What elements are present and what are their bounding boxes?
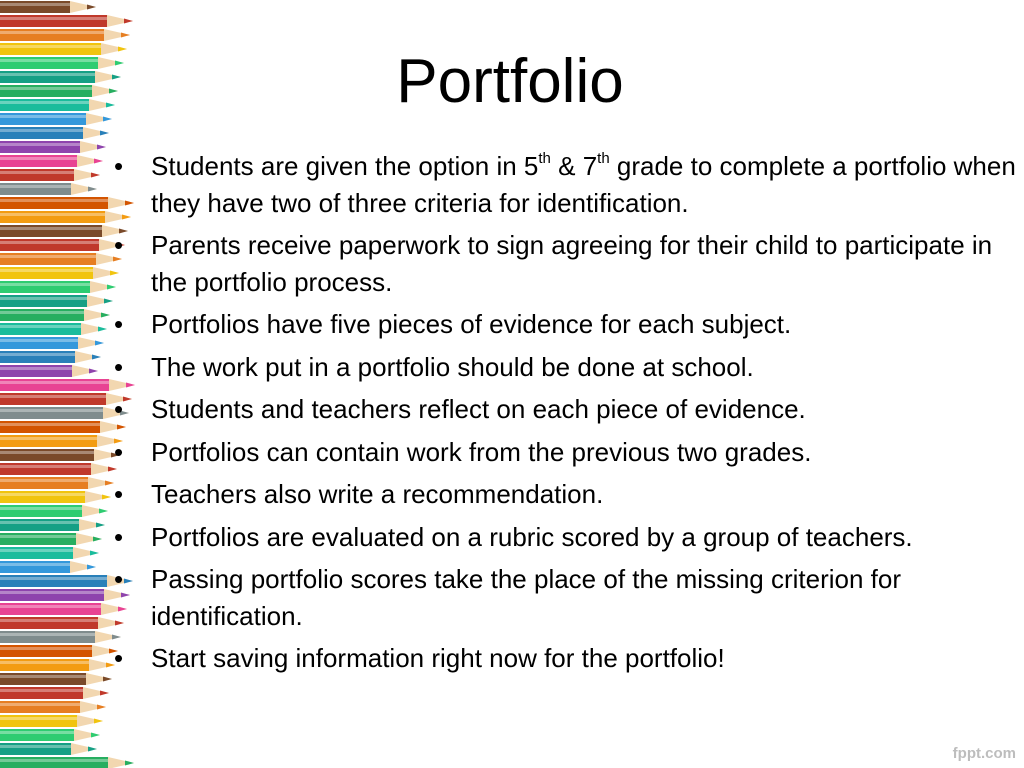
pencil (0, 645, 118, 657)
bullet-dot: • (114, 394, 124, 424)
slide-title: Portfolio (396, 47, 624, 116)
pencil (0, 71, 121, 83)
pencil (0, 407, 129, 419)
pencil (0, 729, 100, 741)
bullet-item (114, 227, 1019, 300)
bullet-dot: • (114, 521, 124, 552)
pencil (0, 715, 103, 727)
bullet-text: Passing portfolio scores take the place of the missing criterion for identification. (151, 564, 902, 631)
bullet-text-part: Students are given the option in 5 (151, 151, 539, 181)
pencil (0, 393, 132, 405)
pencil (0, 295, 113, 307)
pencil (0, 631, 121, 643)
pencil (0, 435, 123, 447)
pencil (0, 57, 124, 69)
bullet-text: Portfolios have five pieces of evidence for each subject. (151, 309, 792, 339)
pencil (0, 547, 99, 559)
pencil (0, 519, 105, 531)
pencil (0, 127, 109, 139)
bullet-text: Start saving information right now for the portfolio! (151, 643, 725, 673)
pencil (0, 253, 122, 265)
bullet-text: The work put in a portfolio should be done at school. (151, 351, 754, 382)
pencil (0, 309, 110, 321)
pencil (0, 183, 97, 195)
pencil (0, 43, 127, 55)
pencil (0, 561, 96, 573)
pencil (0, 141, 106, 153)
pencil (0, 477, 114, 489)
bullet-dot: • (114, 151, 124, 181)
pencil (0, 281, 116, 293)
pencil (0, 743, 97, 755)
pencil (0, 701, 106, 713)
bullet-text: Students and teachers reflect on each piece of evidence. (151, 394, 806, 424)
bullet-item (114, 148, 1019, 221)
bullet-dot: • (114, 564, 124, 594)
bullet-text: Portfolios can contain work from the previous two grades. (151, 436, 812, 467)
pencil (0, 659, 115, 671)
pencil (0, 211, 131, 223)
bullet-text: Portfolios are evaluated on a rubric scored by a group of teachers. (151, 521, 913, 552)
pencil (0, 533, 102, 545)
pencil (0, 1, 96, 13)
pencil (0, 29, 130, 41)
bullet-text-part: grade to complete a portfolio when they have two of three criteria for identification. (151, 151, 1016, 218)
pencil (0, 155, 103, 167)
bullet-item (114, 476, 1019, 513)
bullet-item (114, 561, 1019, 634)
pencil (0, 85, 118, 97)
superscript: th (597, 150, 610, 168)
pencil (0, 169, 100, 181)
pencil (0, 239, 125, 251)
bullet-text-part: & 7 (550, 151, 598, 181)
superscript: th (538, 150, 551, 168)
pencil (0, 99, 115, 111)
bullet-dot: • (114, 643, 124, 673)
pencil (0, 323, 107, 335)
watermark: fppt.com (952, 745, 1016, 762)
bullet-dot: • (114, 436, 124, 467)
bullet-dot: • (114, 230, 124, 260)
bullet-dot: • (114, 309, 124, 339)
pencil (0, 337, 104, 349)
pencil (0, 757, 134, 768)
bullet-item (114, 391, 1019, 428)
pencil (0, 449, 120, 461)
pencil (0, 673, 112, 685)
bullet-list (114, 148, 1019, 683)
pencil (0, 505, 108, 517)
pencil (0, 603, 127, 615)
pencil (0, 15, 133, 27)
bullet-dot: • (114, 351, 124, 382)
bullet-item (114, 519, 1019, 556)
pencil (0, 365, 98, 377)
bullet-item (114, 434, 1019, 471)
bullet-item (114, 306, 1019, 343)
pencil (0, 617, 124, 629)
pencil (0, 351, 101, 363)
pencil (0, 421, 126, 433)
pencil (0, 113, 112, 125)
bullet-text: Parents receive paperwork to sign agreeing for their child to participate in the portfolio process. (151, 230, 993, 297)
pencil (0, 267, 119, 279)
pencil (0, 463, 117, 475)
pencil (0, 225, 128, 237)
bullet-dot: • (114, 479, 124, 509)
pencil (0, 687, 109, 699)
pencil (0, 491, 111, 503)
pencil (0, 589, 130, 601)
bullet-item (114, 640, 1019, 677)
bullet-item (114, 349, 1019, 386)
bullet-text: Teachers also write a recommendation. (151, 479, 604, 509)
